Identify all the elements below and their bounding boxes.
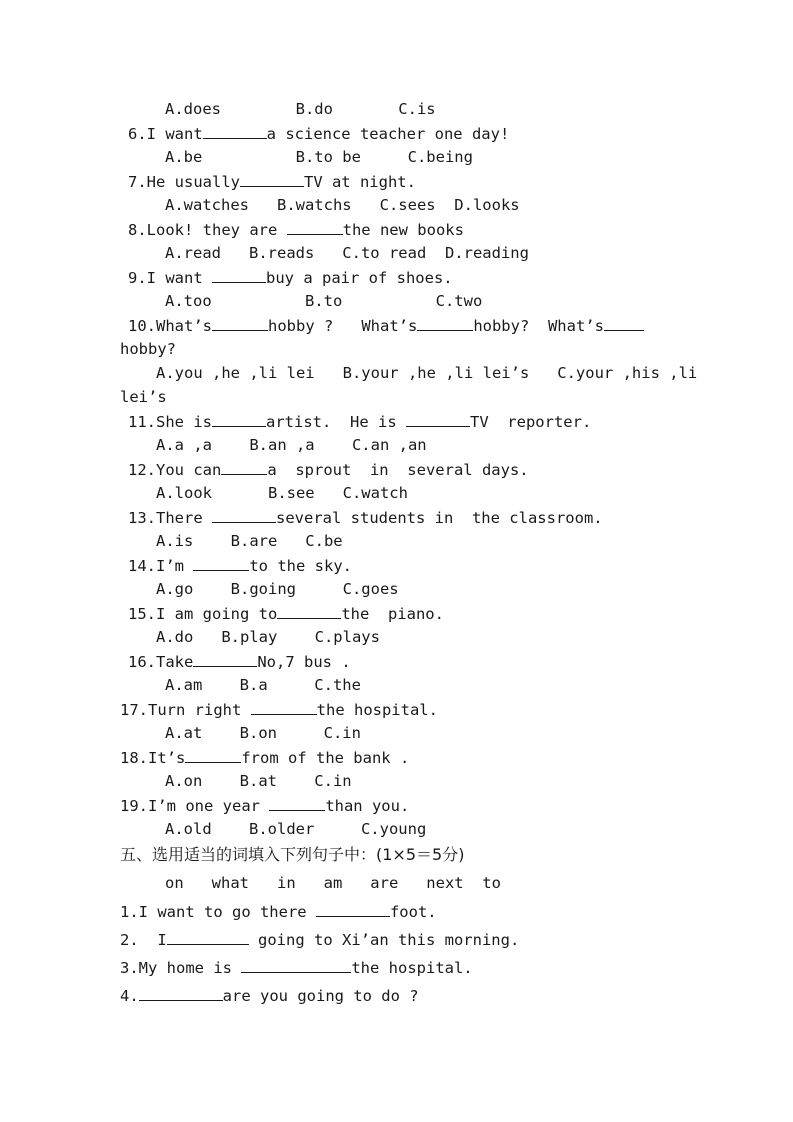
q8-options: A.read B.reads C.to read D.reading [165,244,529,262]
word-bank: on what in am are next to [165,874,501,892]
q17-question: 17.Turn right the hospital. [120,701,438,719]
answer-blank[interactable] [167,929,249,945]
answer-blank[interactable] [251,699,317,715]
q11-options: A.a ,a B.an ,a C.an ,an [156,436,427,454]
answer-blank[interactable] [193,555,249,571]
answer-blank[interactable] [221,459,267,475]
answer-blank[interactable] [212,411,266,427]
q9-options: A.too B.to C.two [165,292,483,310]
q12-question: 12.You can a sprout in several days. [128,461,529,479]
answer-blank[interactable] [241,957,351,973]
answer-blank[interactable] [203,123,267,139]
q10-question: 10.What’s hobby ? What’s hobby? What’s [128,315,644,336]
q17-options: A.at B.on C.in [165,724,361,742]
q10-options-continuation: lei’s [120,388,167,406]
answer-blank[interactable] [139,985,223,1001]
q10-continuation: hobby? [120,340,176,358]
q7-options: A.watches B.watchs C.sees D.looks [165,196,520,214]
q19-question: 19.I’m one year than you. [120,797,410,815]
q11-question: 11.She is artist. He is TV reporter. [128,413,592,431]
q16-question: 16.Take No,7 bus . [128,653,351,671]
answer-blank[interactable] [277,603,341,619]
answer-blank[interactable] [604,315,644,331]
q14-options: A.go B.going C.goes [156,580,399,598]
q6-question: 6.I want a science teacher one day! [128,125,510,143]
answer-blank[interactable] [212,267,266,283]
s5-q2: 2. I going to Xi’an this morning. [120,931,520,949]
s5-q1: 1.I want to go there foot. [120,903,437,921]
q5-options: A.does B.do C.is [165,100,436,118]
q8-question: 8.Look! they are the new books [128,221,464,239]
q15-question: 15.I am going to the piano. [128,605,444,623]
answer-blank[interactable] [316,901,390,917]
q7-question: 7.He usually TV at night. [128,173,416,191]
q12-options: A.look B.see C.watch [156,484,408,502]
answer-blank[interactable] [269,795,325,811]
answer-blank[interactable] [406,411,470,427]
q6-options: A.be B.to be C.being [165,148,473,166]
answer-blank[interactable] [287,219,343,235]
s5-q3: 3.My home is the hospital. [120,959,473,977]
q19-options: A.old B.older C.young [165,820,427,838]
q18-question: 18.It’s from of the bank . [120,749,410,767]
answer-blank[interactable] [212,315,268,331]
q13-question: 13.There several students in the classroom. [128,509,603,527]
answer-blank[interactable] [417,315,473,331]
section5-heading: 五、选用适当的词填入下列句子中：(1×5＝5分) [120,845,465,864]
answer-blank[interactable] [193,651,257,667]
q16-options: A.am B.a C.the [165,676,361,694]
answer-blank[interactable] [212,507,276,523]
q13-options: A.is B.are C.be [156,532,343,550]
q18-options: A.on B.at C.in [165,772,352,790]
answer-blank[interactable] [185,747,241,763]
s5-q4: 4. are you going to do ? [120,987,419,1005]
answer-blank[interactable] [240,171,304,187]
q9-question: 9.I want buy a pair of shoes. [128,269,453,287]
q10-options: A.you ,he ,li lei B.your ,he ,li lei’s C.your ,his ,li [156,364,698,382]
q14-question: 14.I’m to the sky. [128,557,352,575]
q15-options: A.do B.play C.plays [156,628,380,646]
